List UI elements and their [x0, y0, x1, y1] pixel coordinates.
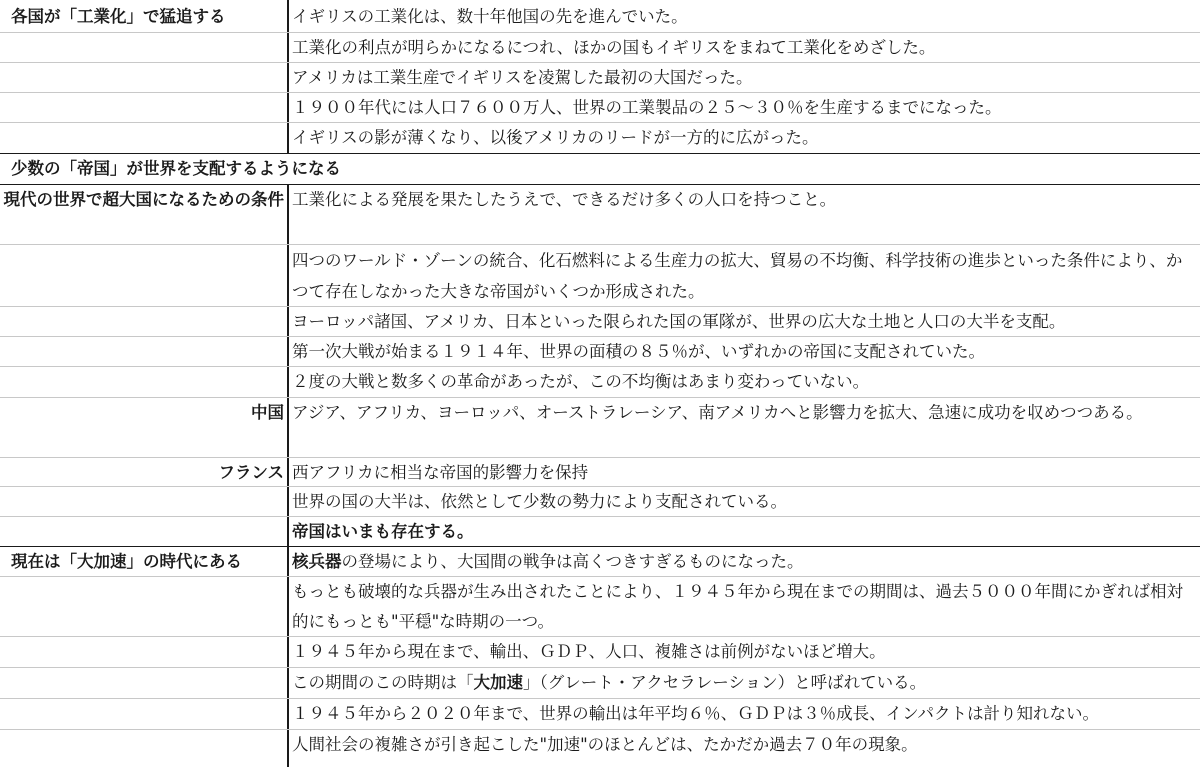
label-cell[interactable]	[0, 577, 286, 636]
content-cell[interactable]: 帝国はいまも存在する。	[292, 522, 474, 541]
content-text: この期間のこの時期は「	[292, 673, 474, 692]
section-heading-cell[interactable]: 少数の「帝国」が世界を支配するようになる	[11, 159, 341, 178]
label-cell[interactable]	[0, 730, 286, 761]
label-cell[interactable]	[0, 487, 286, 516]
content-cell[interactable]: 四つのワールド・ゾーンの統合、化石燃料による生産力の拡大、貿易の不均衡、科学技術の進歩といった条件により、かつて存在しなかった大きな帝国がいくつか形成された。	[292, 251, 1183, 301]
section-heading-cell[interactable]: 現代の世界で超大国になるための条件	[3, 190, 284, 209]
section-heading-cell[interactable]: 各国が「工業化」で猛追する	[11, 7, 226, 26]
table-row[interactable]	[0, 668, 1200, 699]
content-cell[interactable]: イギリスの影が薄くなり、以後アメリカのリードが一方的に広がった。	[292, 128, 819, 147]
bold-term: 大加速	[473, 673, 523, 692]
table-row[interactable]	[0, 487, 1200, 517]
label-cell[interactable]	[0, 63, 286, 92]
content-cell[interactable]: 第一次大戦が始まる１９１４年、世界の面積の８５％が、いずれかの帝国に支配されていた。	[292, 342, 985, 361]
table-row[interactable]	[0, 637, 1200, 668]
label-cell[interactable]	[0, 33, 286, 62]
table-row[interactable]	[0, 577, 1200, 637]
content-cell[interactable]: アジア、アフリカ、ヨーロッパ、オーストラレーシア、南アメリカへと影響力を拡大、急速に成功を収めつつある。	[292, 403, 1143, 422]
table-row[interactable]	[0, 547, 1200, 577]
label-cell[interactable]	[0, 245, 286, 306]
label-cell[interactable]	[0, 668, 286, 698]
table-row[interactable]	[0, 185, 1200, 245]
content-cell[interactable]: もっとも破壊的な兵器が生み出されたことにより、１９４５年から現在までの期間は、過去５０００年間にかぎれば相対的にもっとも"平穏"な時期の一つ。	[292, 582, 1183, 631]
content-cell[interactable]: 工業化による発展を果たしたうえで、できるだけ多くの人口を持つこと。	[292, 190, 837, 209]
content-cell[interactable]: ２度の大戦と数多くの革命があったが、この不均衡はあまり変わっていない。	[292, 372, 870, 391]
table-row[interactable]	[0, 699, 1200, 730]
table-row[interactable]	[0, 154, 1200, 185]
table-row[interactable]	[0, 337, 1200, 367]
section-heading-cell[interactable]: 現在は「大加速」の時代にある	[11, 552, 242, 571]
section-heading-cell[interactable]: 中国	[251, 403, 284, 422]
table-row[interactable]	[0, 458, 1200, 487]
label-cell[interactable]	[0, 517, 286, 546]
content-cell[interactable]: １９４５年から２０２０年まで、世界の輸出は年平均６％、ＧＤＰは３％成長、インパクトは計り知れない。	[292, 704, 1100, 723]
section-heading-cell[interactable]: フランス	[218, 463, 284, 482]
content-cell[interactable]: １９００年代には人口７６００万人、世界の工業製品の２５～３０％を生産するまでになった。	[292, 98, 1002, 117]
table-row[interactable]	[0, 517, 1200, 547]
label-cell[interactable]	[0, 307, 286, 336]
content-cell[interactable]: イギリスの工業化は、数十年他国の先を進んでいた。	[292, 7, 688, 26]
label-cell[interactable]	[0, 337, 286, 366]
content-text: の登場により、大国間の戦争は高くつきすぎるものになった。	[341, 552, 804, 571]
label-cell[interactable]	[0, 93, 286, 122]
content-cell[interactable]	[290, 547, 1192, 576]
content-cell[interactable]: アメリカは工業生産でイギリスを凌駕した最初の大国だった。	[292, 68, 753, 87]
table-row[interactable]	[0, 367, 1200, 398]
content-text: 」（グレート・アクセラレーション）と呼ばれている。	[523, 673, 927, 692]
content-cell[interactable]: ヨーロッパ諸国、アメリカ、日本といった限られた国の軍隊が、世界の広大な土地と人口の大半を支配。	[292, 312, 1066, 331]
label-cell[interactable]	[0, 367, 286, 397]
table-row[interactable]	[0, 730, 1200, 761]
table-row[interactable]	[0, 93, 1200, 123]
table-row[interactable]	[0, 398, 1200, 458]
label-cell[interactable]	[0, 637, 286, 667]
content-cell[interactable]: 工業化の利点が明らかになるにつれ、ほかの国もイギリスをまねて工業化をめざした。	[292, 38, 936, 57]
content-cell[interactable]	[290, 668, 1192, 698]
content-cell[interactable]: 世界の国の大半は、依然として少数の勢力により支配されている。	[292, 492, 787, 511]
table-row[interactable]	[0, 307, 1200, 337]
content-cell[interactable]: １９４５年から現在まで、輸出、ＧＤＰ、人口、複雑さは前例がないほど増大。	[292, 642, 886, 661]
table-row[interactable]	[0, 0, 1200, 33]
content-cell[interactable]: 人間社会の複雑さが引き起こした"加速"のほとんどは、たかだか過去７０年の現象。	[292, 735, 918, 754]
table-row[interactable]	[0, 63, 1200, 93]
table-row[interactable]	[0, 123, 1200, 154]
table-row[interactable]	[0, 245, 1200, 307]
bold-term: 核兵器	[292, 552, 342, 571]
label-cell[interactable]	[0, 123, 286, 153]
table-row[interactable]	[0, 33, 1200, 63]
content-cell[interactable]: 西アフリカに相当な帝国的影響力を保持	[292, 463, 589, 482]
label-cell[interactable]	[0, 699, 286, 729]
